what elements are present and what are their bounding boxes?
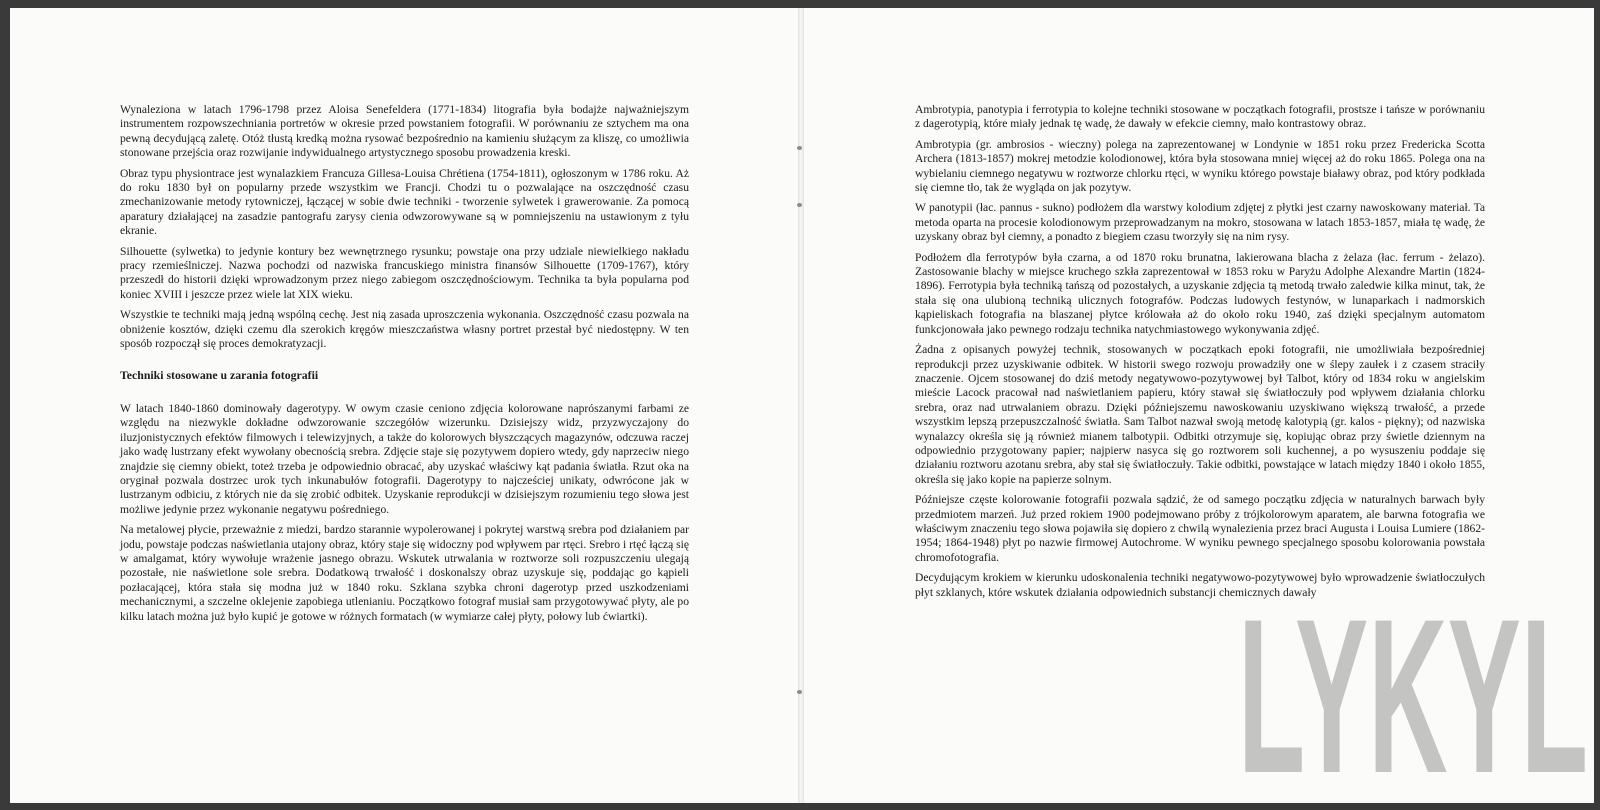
left-text-column [120, 103, 689, 630]
binding-stain [797, 203, 802, 207]
paragraph: Decydującym krokiem w kierunku udoskonalenia techniki negatywowo-pozytywowej było wprowadzenie światłoczułych płyt szklanych, które wskutek działania odpowiednich substancji chemicznych dawały [915, 571, 1485, 599]
paragraph: Ambrotypia, panotypia i ferrotypia to kolejne techniki stosowane w początkach fotografii, prostsze i tańsze w porównaniu z dagerotypią, które miały jednak tę wadę, że dawały w efekcie ciemny, mało kontrastowy obraz. [915, 103, 1485, 131]
paragraph: Wynaleziona w latach 1796-1798 przez Aloisa Senefeldera (1771-1834) litografia była bodajże najważniejszym instrumentem rozpowszechniania portretów w okresie przed powstaniem fotografii. W porównaniu ze sztychem ma ona pewną decydującą zaletę. Otóż tłustą kredką można rysować bezpośrednio na kamieniu służącym za kliszę, co umożliwia stonowane przejścia oraz rozwijanie indywidualnego artystycznego sposobu prowadzenia kreski. [120, 103, 689, 160]
paragraph: W latach 1840-1860 dominowały dagerotypy. W owym czasie ceniono zdjęcia kolorowane naprószanymi farbami ze względu na niezwykle dokładne odwzorowanie szczegółów wizerunku. Dzisiejszy widz, przyzwyczajony do iluzjonistycznych efektów filmowych i telewizyjnych, a także do kolorowych błyszczących magazynów, odczuwa raczej jako wadę lustrzany efekt wywołany obecnością srebra. Zdjęcie staje się pozytywem dopiero wtedy, gdy naprzeciw niego znajdzie się ciemny obiekt, toteż trzeba je odpowiednio obracać, aby uzyskać właściwy kąt padania światła. Rzut oka na oryginał pozwala dostrzec urok tych inkunabułów fotografii. Dagerotypy to najcześciej unikaty, odwrócone jak w lustrzanym odbiciu, z których nie da się zrobić odbitek. Uzyskanie reprodukcji w dzisiejszym rozumieniu tego słowa jest możliwe jedynie przez wykonanie negatywu pośredniego. [120, 401, 689, 516]
binding-stain [797, 146, 802, 150]
paragraph: W panotypii (łac. pannus - sukno) podłożem dla warstwy kolodium zdjętej z płytki jest czarny nawoskowany materiał. Ta metoda oparta na procesie kolodionowym przeprowadzanym na mokro, stosowana w latach 1853-1857, miała tę wadę, że uzyskany obraz był ciemny, a ponadto z biegiem czasu tworzyły się na nim rysy. [915, 201, 1485, 244]
scan-border [0, 0, 1600, 8]
paragraph: Na metalowej płycie, przeważnie z miedzi, bardzo starannie wypolerowanej i pokrytej warstwą srebra pod działaniem par jodu, powstaje podczas naświetlania utajony obraz, który staje się widoczny pod wpływem par rtęci. Srebro i rtęć łączą się w amalgamat, który wywołuje wrażenie jasnego obrazu. Wskutek utrwalania w roztworze soli rozpuszczeniu ulegają pozostałe, nie naświetlone sole srebra. Dodatkową trwałość i doskonalszy obraz uzyskuje się, poddając go kąpieli pozłacającej, która stała się modna już w 1840 roku. Szklana szybka chroni dagerotyp przed uszkodzeniami mechanicznymi, a szczelne oklejenie zapobiega utlenianiu. Początkowo fotograf musiał sam przygotowywać płyty, ale po kilku latach można już było kupić je gotowe w różnych formatach (w wymiarze całej płyty, połowy lub ćwiartki). [120, 523, 689, 623]
paragraph: Późniejsze częste kolorowanie fotografii pozwala sądzić, że od samego początku zdjęcia w naturalnych barwach były przedmiotem marzeń. Już przed rokiem 1900 podejmowano próby z trójkolorowym aparatem, ale barwna fotografia we właściwym znaczeniu tego słowa pojawiła się dopiero z chwilą wynalezienia przez braci Augusta i Louisa Lumiere (1862-1954; 1864-1948) płyt po nazwie firmowej Autochrome. W wyniku pewnego specjalnego sposobu kolorowania powstała chromofotografia. [915, 493, 1485, 564]
scan-border [1594, 0, 1600, 810]
paragraph: Ambrotypia (gr. ambrosios - wieczny) polega na zaprezentowanej w Londynie w 1851 roku przez Fredericka Scotta Archera (1813-1857) mokrej metodzie kolodionowej, która była stosowana mniej więcej aż do roku 1865. Polega ona na wybielaniu ciemnego negatywu w roztworze chlorku rtęci, w wyniku którego powstaje białawy obraz, pod który podkłada się ciemne tło, tak że wygląda on jak pozytyw. [915, 137, 1485, 195]
watermark-text: LYKYL [1238, 612, 1588, 772]
right-text-column [915, 103, 1485, 600]
paragraph: Obraz typu physiontrace jest wynalazkiem Francuza Gillesa-Louisa Chrétiena (1754-1811), ogłoszonym w 1786 roku. Aż do roku 1830 był on popularny przede wszystkim we Francji. Chodzi tu o pozwalające na oszczędność czasu zmechanizowanie metody rytowniczej, łączącej w sobie dwie techniki - tworzenie sylwetek i grawerowanie. Za pomocą aparatury działającej na zasadzie pantografu zarysy cienia odwzorowywane są w pomniejszeniu na ustawionym z tyłu ekranie. [120, 166, 689, 238]
scan-border [0, 803, 1600, 810]
binding-stain [797, 690, 802, 694]
paragraph: Podłożem dla ferrotypów była czarna, a od 1870 roku brunatna, lakierowana blacha z żelaza (łac. ferrum - żelazo). Zastosowanie blachy w miejsce kruchego szkła zaprezentował w 1853 roku w Paryżu Adolphe Alexandre Martin (1824-1896). Ferrotypia była techniką tańszą od pozostałych, a uzyskanie zdjęcia tą metodą trwało zaledwie kilka minut, tak, że stała się ona ulubioną techniką ulicznych fotografów. Podczas ludowych festynów, w lunaparkach i nadmorskich kąpieliskach fotografia na blaszanej płytce królowała aż do około roku 1940, zaś dzięki specjalnym automatom funkcjonowała jako pewnego rodzaju technika natychmiastowego wykonywania zdjęć. [915, 250, 1485, 336]
paragraph: Wszystkie te techniki mają jedną wspólną cechę. Jest nią zasada uproszczenia wykonania. Oszczędność czasu pozwala na obniżenie kosztów, dzięki czemu dla szerokich kręgów mieszczaństwa własny portret przestał być niedostępny. W ten sposób rozpoczął się proces demokratyzacji. [120, 308, 689, 351]
scan-border [0, 0, 10, 810]
book-gutter [798, 0, 804, 810]
paragraph: Silhouette (sylwetka) to jedynie kontury bez wewnętrznego rysunku; powstaje ona przy udziale niewielkiego nakładu pracy rzemieślniczej. Nazwa pochodzi od nazwiska francuskiego ministra finansów Silhouette (1709-1767), który przeszedł do historii dzięki wprowadzonym przez niego zabiegom oszczędnościowym. Technika ta była popularna pod koniec XVIII i jeszcze przez wiele lat XIX wieku. [120, 244, 689, 301]
paragraph: Żadna z opisanych powyżej technik, stosowanych w początkach epoki fotografii, nie umożliwiała bezpośredniej reprodukcji przez uzyskiwanie odbitek. W historii swego rozwoju prowadziły one w ślepy zaułek i z czasem straciły znaczenie. Ojcem stosowanej do dziś metody negatywowo-pozytywowej był Talbot, który od 1834 roku w angielskim mieście Lacock pracował nad naświetlaniem papieru, który stawał się światłoczuły pod wpływem działania chlorku srebra, oraz nad utrwalaniem obrazu. Dzięki późniejszemu nawoskowaniu uzyskiwano większą trwałość, a przede wszystkim lepszą przepuszczalność światła. Sam Talbot nazwał swoją metodę kalotypią (gr. kalos - piękny); od nazwiska wynalazcy określa się ją również mianem talbotypii. Odbitki otrzymuje się, kopiując obraz przy świetle dziennym na odpowiednio przygotowany papier; najpierw nasyca się go roztworem soli kuchennej, a po wysuszeniu poddaje się działaniu roztworu azotanu srebra, aby stał się światłoczuły. Takie odbitki, powstające w latach między 1840 i około 1855, określa się jako kopie na papierze solnym. [915, 343, 1485, 486]
section-heading: Techniki stosowane u zarania fotografii [120, 367, 319, 382]
